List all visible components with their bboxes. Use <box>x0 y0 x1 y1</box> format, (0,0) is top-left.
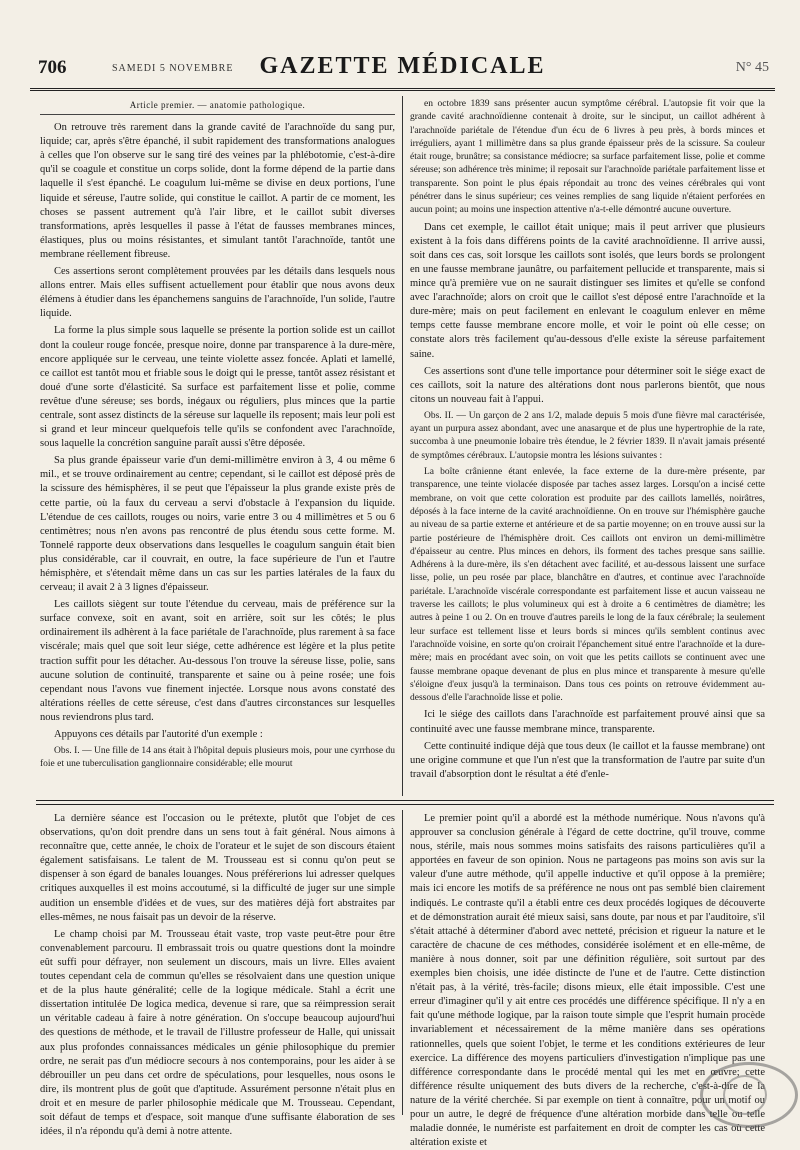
section-heading: Article premier. — anatomie pathologique. <box>40 98 395 115</box>
library-stamp <box>700 1062 798 1128</box>
feuilleton-column-right <box>410 812 765 1149</box>
page-number: 706 <box>38 57 67 78</box>
paragraph: Le champ choisi par M. Trousseau était vaste, trop vaste peut-être pour être convenablement parcouru. Il embrassait trois ou quatre questions dont la moindre eût suffi pour défrayer, non seulement un discours, mais un livre. Elles avaient toutes cependant cela de commun qu'elles se résolvaient dans une question unique et de la plus haute généralité; celle de la logique médicale. Stahl a écrit une dissertation intitulée De logica medica, devenue si rare, que sa réimpression serait un véritable cadeau à faire à notre génération. On s'occupe beaucoup aujourd'hui des questions de méthode, et le travail de l'illustre professeur de Halle, qui unissait aux plus profondes connaissances médicales un génie philosophique du premier ordre, ne serait pas d'un médiocre secours à nos contemporains, pour les aider à se débrouiller un peu dans cet ordre de spéculations, pour lesquelles, nous osons le dire, ils montrent plus de goût que d'aptitude. Assurément personne n'était plus en droit et en mesure de parler philosophie médicale que M. Trousseau. Cependant, soit défaut de temps et d'espace, soit manque d'une suffisante élaboration de ses idées, il n'a répondu qu'à demi à notre attente. <box>40 928 395 1138</box>
paragraph: Le premier point qu'il a abordé est la méthode numérique. Nous n'avons qu'à approuver sa conclusion générale à l'égard de cette doctrine, qu'il trouve, comme nous, stérile, mais nous sommes moins satisfaits des raisons particulières qu'il a apportées en faveur de son opinion. Nous ne partageons pas moins son avis sur la valeur d'une autre méthode, qu'il appelle inductive et qu'il oppose à la première; mais ici encore les motifs de sa préférence ne nous ont pas semblé bien clairement indiqués. Le contraste qu'il a établi entre ces deux procédés logiques de découverte et de démonstration aurait été mieux saisi, sans doute, par nous et par l'auditoire, s'il s'était attaché à déterminer d'abord avec netteté, précision et rigueur la nature et le caractère de chacune de ces méthodes, considérée isolément et en elle-même, de manière à nous donner, soit par une définition régulière, soit surtout par des exemples bien choisis, une idée distincte de l'une et de l'autre. Cette distinction n'était pas, à la vérité, très-facile; disons mieux, elle était impossible. C'est une erreur d'imaginer qu'il y ait entre ces procédés une différence spécifique. Il n'y a en fait qu'une méthode logique, par la raison toute simple que l'esprit humain procède invariablement et nécessairement de la même manière dans ses opérations rationnelles, quels que soient l'objet, le terme et les conditions extérieures de leur exercice. La différence des moyens particuliers d'investigation n'implique pas une différence correspondante dans le procédé mental qui les met en œuvre; cette différence résulte uniquement des buts divers de la recherche, c'est-à-dire de la nature de la vérité cherchée. Si par exemple on tient à connaître, pour un motif ou pour un autre, le degré de fréquence d'une altération morbide dans telle ou telle maladie donnée, le numériste est parfaitement en droit de compter les cas où cette altération existe et <box>410 813 765 1149</box>
column-divider-bottom <box>402 810 403 1115</box>
observation-paragraph: en octobre 1839 sans présenter aucun symptôme cérébral. L'autopsie fit voir que la grande cavité arachnoïdienne contenait à droite, sur le sinciput, un caillot adhérent à l'arachnoïde pariétale de l'étendue d'un écu de 6 livres à peu près, à bords minces et irréguliers, ayant 1 millimètre dans sa plus grande épaisseur près de la scissure. Sa couleur était rouge, brunâtre; sa consistance médiocre; sa surface parfaitement lisse, polie et comme séreuse; son adhérence très minime; il reposait sur l'arachnoïde pariétale parfaitement lisse et transparente. Son point le plus épais répondait au tronc des veines cérébrales qui vont pénétrer dans le sinus supérieur; ces veines remplies de sang liquide n'étaient perforées en aucun point; au moins une inspection attentive n'a-t-elle démontré aucune ouverture. <box>410 99 765 216</box>
feuilleton-column-left <box>40 812 395 1138</box>
paragraph: Sa plus grande épaisseur varie d'un demi-millimètre environ à 3, 4 ou même 6 mil., et se trouve ordinairement au centre; cependant, si le caillot est déposé près de la scissure des hémisphères, il se peut que l'épaisseur la plus grande existe près de cette partie, où la faux du cerveau a servi d'obstacle à l'expansion du liquide. L'étendue de ces caillots, rouges ou noirs, varie entre 3 ou 4 millimètres et 5 ou 6 centimètres; nous n'en avons pas rencontré de plus étendu sous cette forme. M. Tonnelé rapporte deux observations dans lesquelles le coagulum sanguin était bien plus considérable, car il couvrait, en outre, la face supérieure de l'un et l'autre hémisphère, et s'étendait même dans un cas sur les parties latérales de la faux du cerveau; il avait 2 à 3 lignes d'épaisseur. <box>40 455 395 594</box>
paragraph: Les caillots siègent sur toute l'étendue du cerveau, mais de préférence sur la surface convexe, soit en avant, soit en arrière, soit sur les côtés; le plus ordinairement ils adhèrent à la face pariétale de l'arachnoïde, plus rarement à sa face viscérale; mais quel que soit leur siége, cette adhérence est légère et la plus petite traction suffit pour les détacher. Au-dessous l'on trouve la séreuse lisse, polie, sans aucune solution de continuité, transparente et saine ou à peine rosée; une fois cependant nous l'avons vue finement injectée. Lorsque nous avons constaté des altérations réelles de cette séreuse, c'est dans d'autres circonstances sur lesquelles nous reviendrons plus tard. <box>40 599 395 723</box>
paragraph: Ces assertions seront complètement prouvées par les détails dans lesquels nous allons entrer. Mais elles suffisent actuellement pour établir que nous avons deux élémens à étudier dans les épanchemens sanguins de l'arachnoïde, l'un solide, l'autre liquide. <box>40 266 395 320</box>
observation-paragraph: La boîte crânienne étant enlevée, la face externe de la dure-mère présente, par transparence, une teinte violacée disposée par taches assez larges. Lorsqu'on a incisé cette membrane, on voit que cette coloration est produite par des caillots lamellés, noirâtres, déposés à la face interne de la cavité arachnoïdienne. On en trouve sur l'hémisphère gauche au niveau de sa partie externe et antérieure et de sa partie moyenne; on en trouve aussi sur la partie postérieure de l'hémisphère droit. Ces caillots ont environ un demi-millimètre d'épaisseur au centre. Plus minces en dehors, ils forment des taches presque sans saillie. Adhérens à la dure-mère, ils s'en détachent avec facilité, et au-dessous laissent une surface lisse, polie, un peu rosée par place, blanchâtre en d'autres, et continue avec l'arachnoïde pariétale. L'arachnoïde viscérale correspondante est parfaitement lisse et aucun vaisseau ne traverse les caillots; le plus volumineux qui est à droite a 6 centimètres de diamètre; les autres à peine 1 ou 2. On en trouve d'autres pareils le long de la faux cérébrale; la seulement leur surface est tellement lisse et leurs bords si minces qu'ils semblent continus avec l'arachnoïde voisine, en sorte qu'on croirait l'épanchement situé entre l'arachnoïde et la dure-mère; mais en procédant avec soin, on voit que les petits caillots se continuent avec une fausse membrane opaque devenant de plus en plus mince et transparente à mesure qu'elle s'éloigne d'eux jusqu'à la terminaison. Dans tous ces points on retrouve évidemment au-dessous d'elle l'arachnoïde lisse et polie. <box>410 467 765 704</box>
masthead-title: GAZETTE MÉDICALE <box>259 53 546 79</box>
header-date: SAMEDI 5 NOVEMBRE <box>112 63 234 74</box>
paragraph: Cette continuité indique déjà que tous deux (le caillot et la fausse membrane) ont une origine commune et que l'un n'est que la transformation de l'autre par suite d'un travail d'absorption dont le résultat a été d'enle- <box>410 740 765 780</box>
section-divider <box>36 800 774 805</box>
page-header <box>30 50 775 91</box>
stamp-inner-ring <box>723 1075 767 1115</box>
article-column-right <box>410 98 765 794</box>
paragraph: Ces assertions sont d'une telle importance pour déterminer soit le siége exact de ces caillots, soit la nature des altérations dont nous parlerons bientôt, que nous citons un nouveau fait à l'appui. <box>410 365 765 405</box>
paragraph: Ici le siége des caillots dans l'arachnoïde est parfaitement prouvé ainsi que sa continuité avec une fausse membrane mince, transparente. <box>410 709 765 735</box>
paragraph: Dans cet exemple, le caillot était unique; mais il peut arriver que plusieurs existent à la fois dans différens points de la cavité arachnoïdienne. Il arrive aussi, soit dans ces cas, soit lorsque les caillots sont isolés, que leurs bords se prolongent en une fausse membrane jaunâtre, ou parfaitement pellucide et transparente, mais si mince qu'à première vue on ne saurait distinguer ses limites et qu'elle se confond avec l'arachnoïde; alors on croit que le caillot s'est déposé entre l'arachnoïde et la dure-mère; mais on peut facilement en enlevant le coagulum enlever en même temps cette fausse membrane encore molle, et voir le point où elle cesse; on constate alors très facilement qu'au-dessous d'elle existe la séreuse parfaitement saine. <box>410 221 765 360</box>
paragraph: La dernière séance est l'occasion ou le prétexte, plutôt que l'objet de ces observations, qu'on doit prendre dans un sens tout à fait général. Nous aimons à reconnaître que, cette année, le choix de l'orateur et le sujet de son discours étaient également satisfaisans. Le talent de M. Trousseau est si connu qu'on peut se dispenser à son égard de banales louanges. Nous préférerions lui adresser quelques critiques auxquelles il est moins accoutumé, si la difficulté de juger sur une simple audition un ensemble d'idées et de vues, sur des matières déjà fort abstraites par elles-mêmes, ne nous faisait pas un devoir de la réserve. <box>40 813 395 923</box>
column-divider-top <box>402 96 403 796</box>
issue-number: N° 45 <box>735 60 769 75</box>
observation-paragraph: Obs. I. — Une fille de 14 ans était à l'hôpital depuis plusieurs mois, pour une cyrrhose du foie et une tuberculisation ganglionnaire considérable; elle mourut <box>40 746 395 770</box>
article-column-left <box>40 98 395 794</box>
observation-paragraph: Obs. II. — Un garçon de 2 ans 1/2, malade depuis 5 mois d'une fièvre mal caractérisée, ayant un purpura assez abondant, avec une anasarque et de plus une hypertrophie de la rate, succomba à une pneumonie lobaire très étendue, le 2 février 1839. Il n'avait jamais présenté de symptômes cérébraux. L'autopsie montra les lésions suivantes : <box>410 410 765 461</box>
paragraph: La forme la plus simple sous laquelle se présente la portion solide est un caillot dont la couleur rouge foncée, presque noire, donne par transparence à la dure-mère, encore appliquée sur le cerveau, une teinte violette assez foncée. Aplati et lamellé, ce caillot est tantôt mou et friable sous le doigt qui le presse, tantôt assez résistant et doué d'une sorte d'élasticité. Sa surface est parfaitement lisse et polie, comme revêtue d'une séreuse; ses bords, inégaux ou réguliers, plus minces que la partie centrale, sont assez distincts de la séreuse sur laquelle ils reposent; mais leur poli est si grand et leur minceur quelquefois telle qu'ils se confondent avec l'arachnoïde, sous laquelle la concrétion sanguine paraît aussi s'être déposée. <box>40 325 395 450</box>
paragraph: On retrouve très rarement dans la grande cavité de l'arachnoïde du sang pur, liquide; car, après s'être épanché, il subit rapidement des transformations analogues à celles que l'on observe sur le sang tiré des veines par la phlébotomie, c'est-à-dire qu'il se coagule et constitue un corps solide, dont la forme dépend de la partie dans laquelle il s'est épanché. Le coagulum lui-même se divise en deux portions, l'une liquide et séreuse, l'autre solide, qui constitue le caillot. A partir de ce moment, les choses se passent autrement qu'à l'air libre, et le caillot subit diverses transformations, après lesquelles il passe à l'état de fausses membranes minces, élastiques, plus ou moins résistantes, et simulant tantôt l'arachnoïde, tantôt une membrane réellement fibreuse. <box>40 122 395 260</box>
paragraph: Appuyons ces détails par l'autorité d'un exemple : <box>54 729 263 741</box>
